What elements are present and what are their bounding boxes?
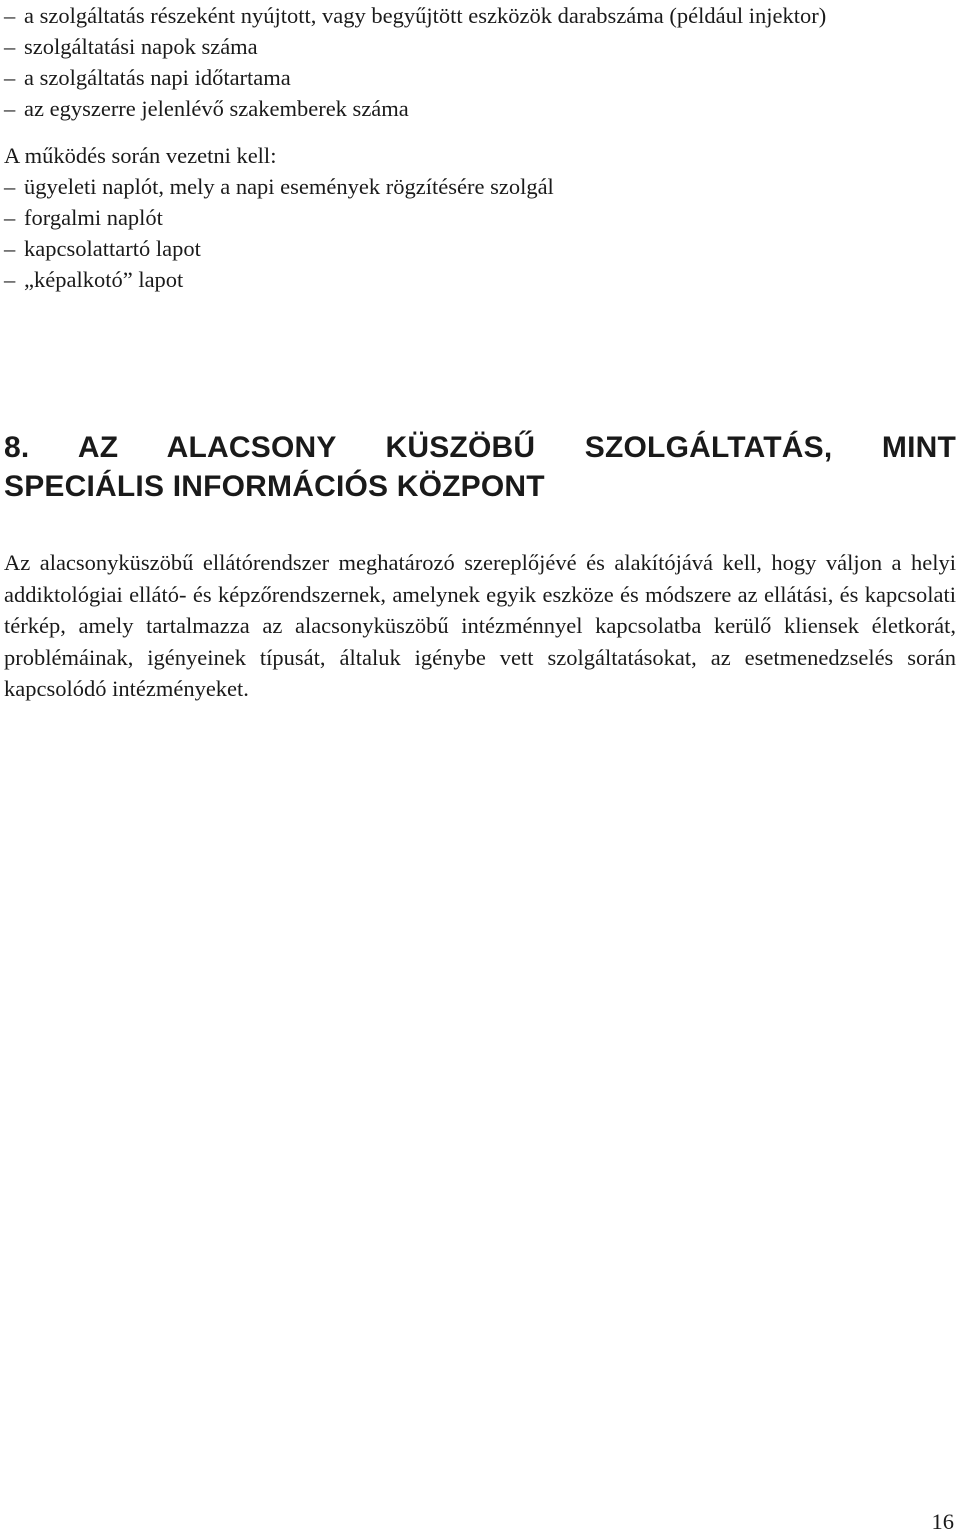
dash-marker: – xyxy=(4,205,16,230)
list-item-text: forgalmi naplót xyxy=(24,205,163,230)
list-item-text: az egyszerre jelenlévő szakemberek száma xyxy=(24,96,409,121)
list-item-text: ügyeleti naplót, mely a napi események rögzítésére szolgál xyxy=(24,174,554,199)
records-list xyxy=(4,171,956,295)
dash-marker: – xyxy=(4,65,16,90)
section-heading xyxy=(4,428,956,506)
list-item-text: szolgáltatási napok száma xyxy=(24,34,258,59)
dash-marker: – xyxy=(4,236,16,261)
parameter-list xyxy=(4,0,956,124)
dash-marker: – xyxy=(4,96,16,121)
section-heading-line-2: SPECIÁLIS INFORMÁCIÓS KÖZPONT xyxy=(4,470,545,503)
list-item-text: kapcsolattartó lapot xyxy=(24,236,201,261)
list-item xyxy=(4,171,956,202)
dash-marker: – xyxy=(4,34,16,59)
records-intro: A működés során vezetni kell: xyxy=(4,143,277,168)
dash-marker: – xyxy=(4,267,16,292)
list-item xyxy=(4,233,956,264)
list-item xyxy=(4,93,956,124)
list-item-text: „képalkotó” lapot xyxy=(24,267,184,292)
page-number: 16 xyxy=(931,1509,954,1534)
list-item xyxy=(4,62,956,93)
list-item xyxy=(4,202,956,233)
list-item-text: a szolgáltatás részeként nyújtott, vagy begyűjtött eszközök darabszáma (például injektor) xyxy=(24,3,827,28)
spacer xyxy=(4,124,956,140)
body-paragraph: Az alacsonyküszöbű ellátórendszer meghatározó szereplőjévé és alakítójává kell, hogy váljon a helyi addiktológiai ellátó- és képzőrendszernek, amelynek egyik eszköze és módszere az ellátási, és kapcsolati térkép, amely tartalmazza az alacsonyküszöbű intézménnyel kapcsolatba kerülő kliensek életkorát, problémáinak, igényeinek típusát, általuk igénybe vett szolgáltatásokat, az esetmenedzselés során kapcsolódó intézményeket. xyxy=(4,550,956,701)
list-item xyxy=(4,31,956,62)
dash-marker: – xyxy=(4,174,16,199)
top-content xyxy=(4,0,956,295)
dash-marker: – xyxy=(4,3,16,28)
list-item xyxy=(4,0,956,31)
list-item-text: a szolgáltatás napi időtartama xyxy=(24,65,291,90)
section-heading-line-1: 8. AZ ALACSONY KÜSZÖBŰ SZOLGÁLTATÁS, MINT xyxy=(4,431,956,464)
list-item xyxy=(4,264,956,295)
